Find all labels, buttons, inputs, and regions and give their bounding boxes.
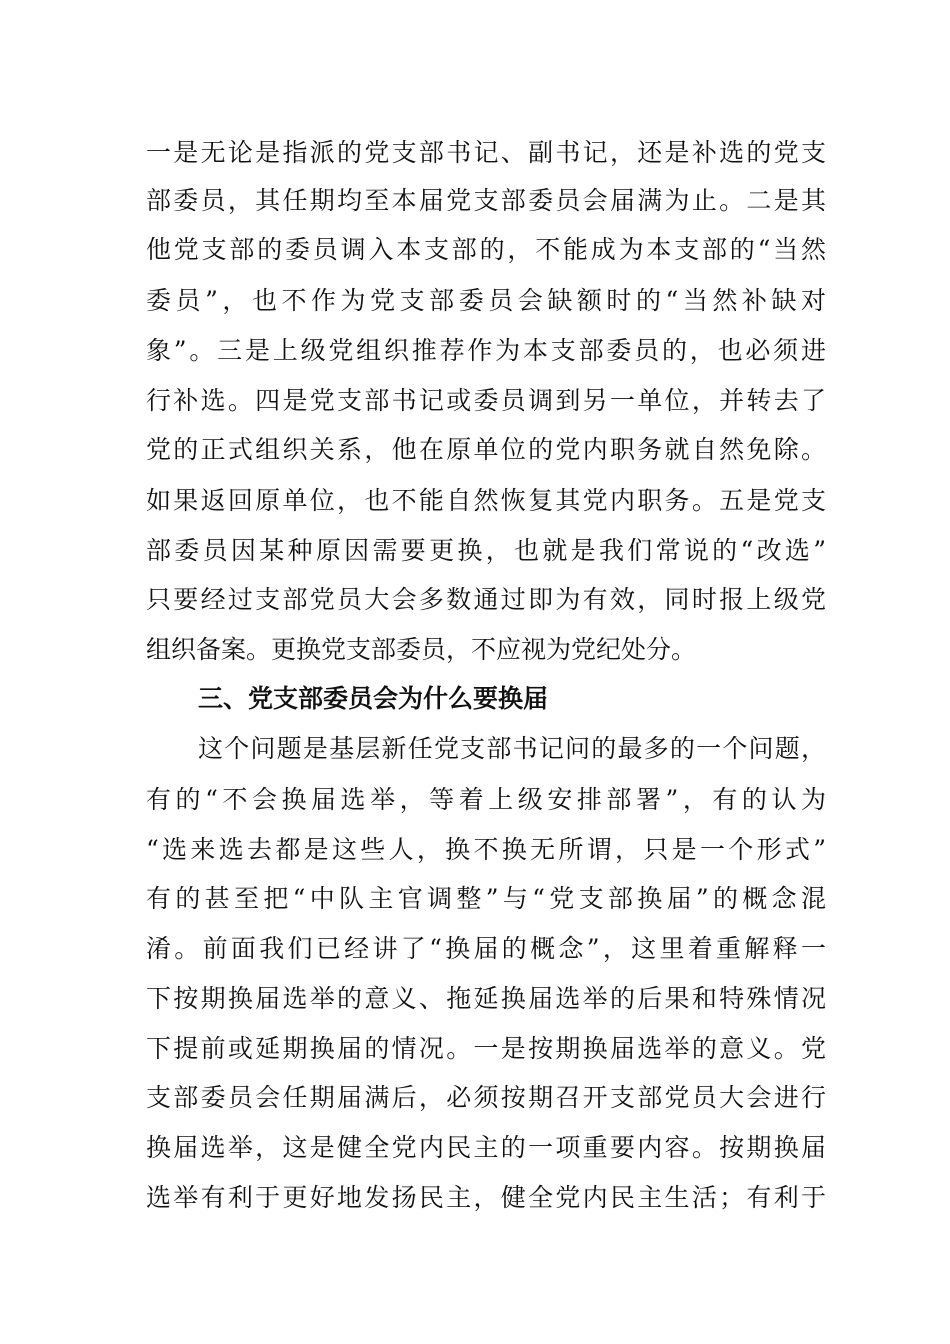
text-line: 选举有利于更好地发扬民主，健全党内民主生活；有利于: [146, 1183, 826, 1212]
text-line: 象”。三是上级党组织推荐作为本支部委员的，也必须进: [146, 336, 826, 365]
text-line: 只要经过支部党员大会多数通过即为有效，同时报上级党: [146, 585, 826, 614]
text-line: 组织备案。更换党支部委员，不应视为党纪处分。: [146, 635, 697, 664]
text-line: 淆。前面我们已经讲了“换届的概念”，这里着重解释一: [146, 934, 826, 963]
text-line: 换届选举，这是健全党内民主的一项重要内容。按期换届: [146, 1133, 826, 1162]
text-line: “选来选去都是这些人，换不换无所谓，只是一个形式”: [146, 835, 826, 864]
text-line: 他党支部的委员调入本支部的，不能成为本支部的“当然: [146, 235, 826, 264]
text-line: 一是无论是指派的党支部书记、副书记，还是补选的党支: [146, 138, 826, 167]
text-line: 下按期换届选举的意义、拖延换届选举的后果和特殊情况: [146, 984, 826, 1013]
text-line: 党的正式组织关系，他在原单位的党内职务就自然免除。: [146, 435, 826, 464]
text-line: 如果返回原单位，也不能自然恢复其党内职务。五是党支: [146, 486, 826, 515]
text-line: 支部委员会任期届满后，必须按期召开支部党员大会进行: [146, 1083, 826, 1112]
text-line: 部委员因某种原因需要更换，也就是我们常说的“改选”: [146, 536, 826, 565]
text-line: 有的“不会换届选举，等着上级安排部署”，有的认为: [146, 785, 826, 814]
text-line: 委员”，也不作为党支部委员会缺额时的“当然补缺对: [146, 286, 826, 315]
text-line: 行补选。四是党支部书记或委员调到另一单位，并转去了: [146, 386, 826, 415]
text-line: 部委员，其任期均至本届党支部委员会届满为止。二是其: [146, 186, 826, 215]
text-line: 下提前或延期换届的情况。一是按期换届选举的意义。党: [146, 1034, 826, 1063]
text-line: 这个问题是基层新任党支部书记问的最多的一个问题，: [198, 734, 826, 763]
section-heading: 三、党支部委员会为什么要换届: [198, 684, 549, 713]
text-line: 有的甚至把“中队主官调整”与“党支部换届”的概念混: [146, 884, 826, 913]
